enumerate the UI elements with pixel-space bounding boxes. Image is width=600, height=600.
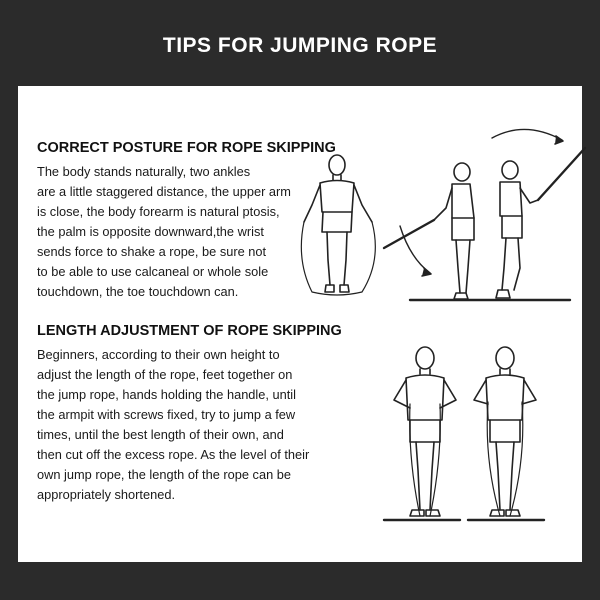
length-line: Beginners, according to their own height to (37, 347, 280, 362)
length-heading: LENGTH ADJUSTMENT OF ROPE SKIPPING (37, 323, 342, 339)
length-line: adjust the length of the rope, feet together on (37, 367, 293, 382)
posture-line: the palm is opposite downward,the wrist (37, 224, 264, 239)
front-jumper-illustration (292, 150, 392, 305)
length-line: appropriately shortened. (37, 487, 176, 502)
posture-line: The body stands naturally, two ankles (37, 164, 251, 179)
length-line: the jump rope, hands holding the handle, until (37, 387, 296, 402)
posture-line: are a little staggered distance, the upper arm (37, 184, 291, 199)
posture-line: touchdown, the toe touchdown can. (37, 284, 239, 299)
posture-line: is close, the body forearm is natural ptosis, (37, 204, 280, 219)
length-line: times, until the best length of their own, and (37, 427, 284, 442)
length-line: the armpit with screws fixed, try to jump a few (37, 407, 296, 422)
posture-line: to be able to use calcaneal or whole sole (37, 264, 269, 279)
length-line: then cut off the excess rope. As the level of their (37, 447, 310, 462)
length-line: own jump rope, the length of the rope can be (37, 467, 291, 482)
posture-line: sends force to shake a rope, be sure not (37, 244, 267, 259)
side-jumper-illustration (380, 118, 590, 308)
posture-heading: CORRECT POSTURE FOR ROPE SKIPPING (37, 140, 336, 156)
rope-length-illustration (380, 340, 550, 525)
page-title: TIPS FOR JUMPING ROPE (162, 34, 438, 57)
